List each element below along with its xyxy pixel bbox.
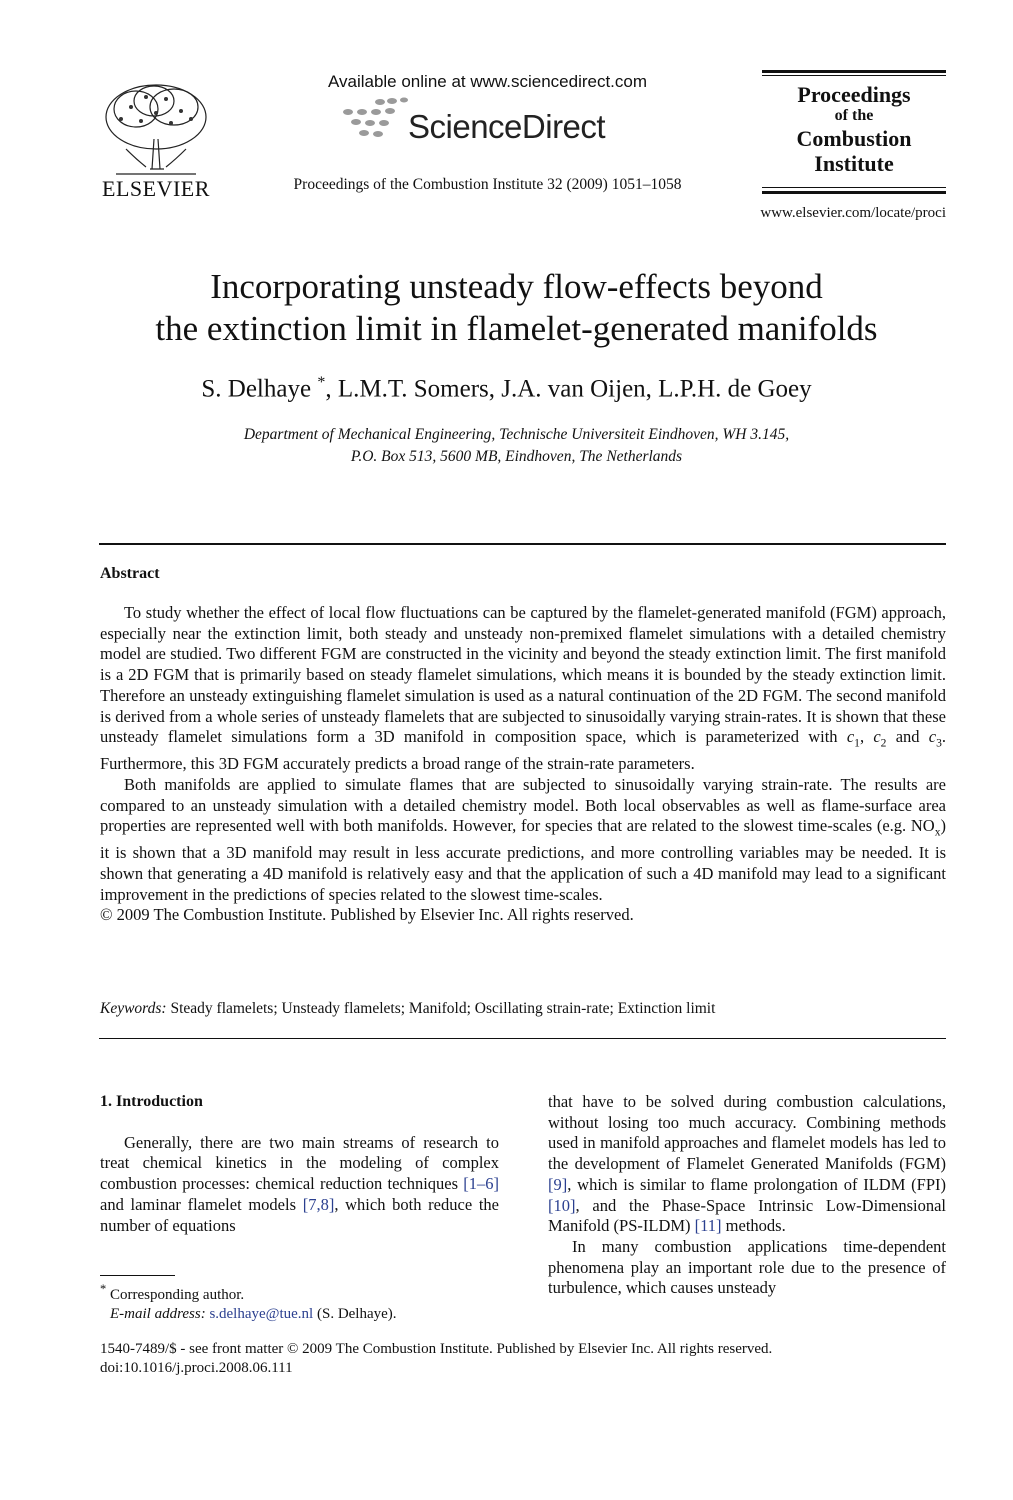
intro-right-text-b: , which is similar to flame prolongation of ILDM (FPI) — [567, 1174, 946, 1194]
abstract-p1-text-b: . Furthermore, this 3D FGM accurately predicts a broad range of the strain-rate parameters. — [100, 727, 947, 774]
journal-citation: Proceedings of the Combustion Institute 32 (2009) 1051–1058 — [293, 176, 682, 193]
intro-left-text-c: , which both reduce the number of equations — [100, 1194, 499, 1235]
email-link[interactable]: s.delhaye@tue.nl — [209, 1306, 314, 1322]
footnote-corresponding — [100, 1280, 520, 1305]
author-list — [60, 374, 953, 403]
publisher-name: ELSEVIER — [102, 176, 210, 201]
author-1: S. Delhaye — [201, 375, 312, 403]
intro-left-text-a: Generally, there are two main streams of research to treat chemical kinetics in the modeling of complex combustion processes: chemical reduction techniques — [100, 1132, 499, 1194]
reference-link[interactable]: [7,8] — [302, 1194, 335, 1214]
abstract-sep-comma: , — [859, 727, 874, 747]
var-c2: c — [873, 727, 881, 747]
journal-box-line3: Combustion — [796, 125, 912, 151]
intro-left-text-b: and laminar flamelet models — [100, 1194, 303, 1214]
affiliation — [60, 424, 973, 468]
corresponding-mark[interactable]: * — [317, 374, 326, 391]
nox-sub: x — [934, 826, 941, 839]
var-c2-sub: 2 — [880, 737, 887, 750]
abstract-p1-text-a: To study whether the effect of local flow fluctuations can be captured by the flamelet-generated manifold (FGM) approach, especially near the extinction limit, both steady and unsteady non-premixed flamelet simulations with a detailed chemistry model are studied. Two different FGM are constructed in the vicinity and beyond the steady extinction limit. The first manifold is a 2D FGM that is primarily based on steady flamelet simulations, which means it is bounded by the steady extinction limit. Therefore an unsteady extinguishing flamelet simulation is used as a natural continuation of the 2D FGM. The second manifold is derived from a whole series of unsteady flamelets that are subjected to sinusoidally varying strain-rates. It is shown that these unsteady flamelet simulations form a 3D manifold in composition space, which is parameterized with — [100, 603, 946, 747]
footnote-mark: * — [100, 1282, 107, 1296]
footnote-corresponding-text: Corresponding author. — [106, 1287, 245, 1303]
email-owner: (S. Delhaye). — [313, 1306, 397, 1322]
var-c3: c — [928, 727, 937, 747]
abstract-p2-text-a: Both manifolds are applied to simulate flames that are subjected to sinusoidally varying strain-rate. The results are compared to an unsteady simulation with a detailed chemistry model. Both local observables as well as flame-surface area properties are represented well with both manifolds. However, for species that are related to the slowest time-scales (e.g. NO — [100, 774, 946, 836]
authors-rest: , L.M.T. Somers, J.A. van Oijen, L.P.H. de Goey — [325, 375, 812, 403]
reference-link[interactable]: [10] — [548, 1195, 576, 1215]
affiliation-line-2: P.O. Box 513, 5600 MB, Eindhoven, The Netherlands — [350, 448, 683, 465]
email-label: E-mail address: — [110, 1306, 206, 1322]
abstract-copyright: © 2009 The Combustion Institute. Published by Elsevier Inc. All rights reserved. — [100, 905, 634, 925]
abstract-body — [100, 603, 946, 926]
abstract-top-rule — [99, 543, 946, 545]
title-line-2: the extinction limit in flamelet-generated manifolds — [155, 309, 878, 348]
var-c1: c — [846, 727, 855, 747]
keywords-label: Keywords: — [100, 1000, 167, 1017]
abstract-heading: Abstract — [100, 565, 160, 582]
journal-box-line2: of the — [834, 107, 874, 125]
journal-url[interactable]: www.elsevier.com/locate/proci — [760, 205, 946, 221]
footer-doi[interactable]: doi:10.1016/j.proci.2008.06.111 — [100, 1360, 293, 1376]
sciencedirect-dots-icon — [340, 96, 410, 140]
reference-link[interactable]: [9] — [548, 1174, 568, 1194]
footnote-email-line — [100, 1305, 520, 1324]
sciencedirect-wordmark: ScienceDirect — [408, 108, 606, 145]
journal-box-line1: Proceedings — [797, 82, 911, 107]
journal-box-line4: Institute — [814, 150, 894, 176]
journal-title-box — [762, 70, 946, 194]
page-footer — [100, 1340, 960, 1378]
var-c1-sub: 1 — [854, 737, 860, 750]
intro-paragraph-1-continued — [548, 1092, 946, 1237]
intro-paragraph-2: In many combustion applications time-dependent phenomena play an important role due to the presence of turbulence, which causes unsteady — [548, 1236, 946, 1298]
footnote — [100, 1280, 520, 1324]
intro-paragraph-1 — [100, 1133, 499, 1237]
section-heading-introduction: 1. Introduction — [100, 1093, 203, 1110]
right-column — [548, 1092, 946, 1299]
keywords-bottom-rule — [99, 1038, 946, 1039]
abstract-p2-text-b: ) it is shown that a 3D manifold may result in less accurate predictions, and more controlling variables may be needed. It is shown that generating a 4D manifold is relatively easy and that the application of such a 4D manifold may lead to a significant improvement in the predictions of species related to the slowest time-scales. — [100, 816, 946, 904]
title-line-1: Incorporating unsteady flow-effects beyond — [210, 267, 823, 306]
reference-link[interactable]: [11] — [694, 1216, 722, 1236]
affiliation-line-1: Department of Mechanical Engineering, Technische Universiteit Eindhoven, WH 3.145, — [243, 426, 790, 443]
keywords — [100, 1000, 946, 1018]
var-c3-sub: 3 — [936, 737, 942, 750]
footnote-rule — [100, 1275, 175, 1276]
intro-right-text-c: , and the Phase-Space Intrinsic Low-Dimensional Manifold (PS-ILDM) — [548, 1195, 946, 1236]
available-online-text: Available online at www.sciencedirect.com — [327, 72, 648, 91]
keywords-text: Steady flamelets; Unsteady flamelets; Manifold; Oscillating strain-rate; Extinction limit — [166, 1000, 716, 1017]
abstract-paragraph-1 — [100, 603, 946, 775]
abstract-paragraph-2 — [100, 775, 946, 906]
left-column — [100, 1092, 499, 1236]
article-title — [60, 266, 973, 350]
footer-issn: 1540-7489/$ - see front matter © 2009 The Combustion Institute. Published by Elsevier Inc. All rights reserved. — [100, 1341, 773, 1357]
intro-right-text-a: that have to be solved during combustion calculations, without losing too much accuracy. Combining methods used in manifold approaches and flamelet models has led to the development of Flamelet Generated Manifolds (FGM) — [548, 1092, 946, 1174]
abstract-sep-and: and — [886, 727, 929, 747]
reference-link[interactable]: [1–6] — [463, 1174, 499, 1194]
intro-right-text-d: methods. — [721, 1216, 786, 1236]
